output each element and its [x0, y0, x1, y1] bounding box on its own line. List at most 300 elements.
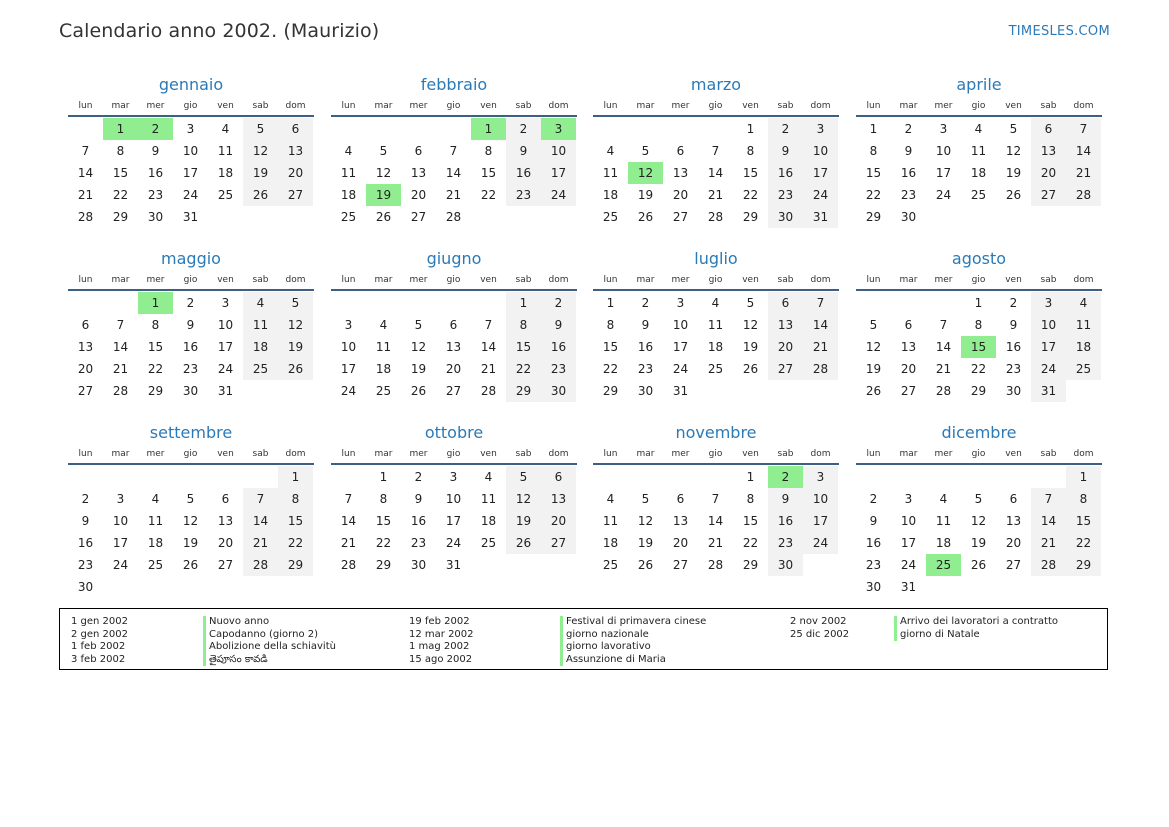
day-cell: 11	[935, 514, 952, 528]
weekday-label: mer	[146, 449, 165, 459]
day-cell: 22	[865, 188, 882, 202]
day-cell: 16	[637, 340, 654, 354]
day-cell: 25	[1066, 358, 1101, 380]
day-cell: 15	[602, 340, 619, 354]
day-cell: 18	[243, 336, 278, 358]
day-cell: 24	[803, 532, 838, 554]
holiday-day-cell: 25	[926, 554, 961, 576]
weekday-label: mar	[111, 275, 130, 285]
day-cell: 21	[112, 362, 129, 376]
day-cell: 30	[900, 210, 917, 224]
day-cell: 25	[970, 188, 987, 202]
day-cell: 20	[278, 162, 313, 184]
day-cell: 31	[1031, 380, 1066, 402]
empty-cell	[926, 466, 961, 488]
day-cell: 19	[1005, 166, 1022, 180]
weekday-label: mer	[671, 449, 690, 459]
weekday-label: ven	[742, 101, 759, 111]
day-cell: 13	[672, 514, 689, 528]
month-title: gennaio	[158, 75, 224, 94]
day-cell: 2	[1009, 296, 1018, 310]
day-cell: 31	[900, 580, 917, 594]
day-cell: 12	[1005, 144, 1022, 158]
day-cell: 26	[182, 558, 199, 572]
legend-dates-column-1	[71, 616, 128, 666]
legend-date: 3 feb 2002	[71, 653, 126, 665]
legend-names-column-1	[203, 616, 336, 666]
day-cell: 11	[375, 340, 392, 354]
day-cell: 27	[1031, 184, 1066, 206]
day-cell: 28	[340, 558, 357, 572]
day-cell: 29	[970, 384, 987, 398]
weekday-label: ven	[480, 275, 497, 285]
day-cell: 20	[1005, 536, 1022, 550]
day-grid	[68, 465, 314, 598]
weekday-label: mar	[636, 101, 655, 111]
day-cell: 20	[768, 336, 803, 358]
day-cell: 11	[602, 514, 619, 528]
day-cell: 24	[672, 362, 689, 376]
weekday-label: gio	[446, 275, 461, 285]
weekday-label: mar	[899, 101, 918, 111]
legend-names-column-3	[894, 616, 1058, 641]
day-cell: 10	[340, 340, 357, 354]
day-cell: 3	[904, 492, 913, 506]
day-cell: 9	[641, 318, 650, 332]
empty-cell	[103, 466, 138, 488]
day-cell: 17	[803, 162, 838, 184]
empty-cell	[856, 292, 891, 314]
day-cell: 21	[1066, 162, 1101, 184]
day-cell: 22	[147, 362, 164, 376]
day-cell: 15	[1066, 510, 1101, 532]
day-cell: 8	[869, 144, 878, 158]
day-cell: 31	[445, 558, 462, 572]
weekday-label: dom	[285, 449, 306, 459]
weekday-label: gio	[708, 101, 723, 111]
day-cell: 13	[217, 514, 234, 528]
day-cell: 29	[375, 558, 392, 572]
day-cell: 1	[746, 122, 755, 136]
day-grid	[331, 117, 577, 228]
day-cell: 14	[1031, 510, 1066, 532]
day-cell: 29	[602, 384, 619, 398]
day-cell: 9	[81, 514, 90, 528]
weekday-label: dom	[810, 449, 831, 459]
day-cell: 14	[707, 166, 724, 180]
day-cell: 2	[641, 296, 650, 310]
weekday-label: mer	[671, 275, 690, 285]
day-cell: 7	[803, 292, 838, 314]
day-cell: 29	[865, 210, 882, 224]
day-cell: 19	[742, 340, 759, 354]
weekday-label: lun	[78, 449, 93, 459]
day-cell: 6	[278, 118, 313, 140]
month-maggio	[68, 249, 314, 402]
day-cell: 22	[970, 362, 987, 376]
day-cell: 5	[974, 492, 983, 506]
day-cell: 20	[410, 188, 427, 202]
day-cell: 26	[375, 210, 392, 224]
weekday-label: sab	[1040, 449, 1057, 459]
day-cell: 30	[147, 210, 164, 224]
month-settembre	[68, 423, 314, 598]
holiday-day-cell: 12	[628, 162, 663, 184]
day-cell: 8	[278, 488, 313, 510]
day-cell: 13	[672, 166, 689, 180]
day-cell: 23	[77, 558, 94, 572]
day-cell: 5	[506, 466, 541, 488]
weekday-label: mar	[374, 101, 393, 111]
weekday-label: lun	[341, 275, 356, 285]
day-cell: 8	[151, 318, 160, 332]
weekday-label: ven	[217, 449, 234, 459]
day-cell: 15	[375, 514, 392, 528]
day-cell: 17	[935, 166, 952, 180]
day-cell: 27	[672, 558, 689, 572]
month-title: giugno	[426, 249, 482, 268]
weekday-label: mar	[899, 449, 918, 459]
weekday-label: mer	[146, 101, 165, 111]
weekday-label: dom	[1073, 101, 1094, 111]
day-cell: 17	[1031, 336, 1066, 358]
weekday-label: ven	[1005, 449, 1022, 459]
legend-holiday-name: Assunzione di Maria	[560, 654, 706, 667]
day-cell: 20	[445, 362, 462, 376]
day-cell: 26	[278, 358, 313, 380]
weekday-label: sab	[1040, 275, 1057, 285]
day-cell: 14	[803, 314, 838, 336]
day-cell: 5	[869, 318, 878, 332]
day-cell: 12	[182, 514, 199, 528]
day-cell: 22	[742, 188, 759, 202]
day-cell: 27	[217, 558, 234, 572]
day-cell: 26	[506, 532, 541, 554]
weekday-label: mer	[409, 275, 428, 285]
day-cell: 4	[243, 292, 278, 314]
day-cell: 24	[900, 558, 917, 572]
day-cell: 12	[637, 514, 654, 528]
month-giugno	[331, 249, 577, 402]
day-cell: 17	[803, 510, 838, 532]
day-cell: 16	[506, 162, 541, 184]
weekday-label: gio	[183, 275, 198, 285]
day-cell: 6	[541, 466, 576, 488]
day-cell: 11	[340, 166, 357, 180]
day-cell: 20	[672, 536, 689, 550]
day-cell: 23	[541, 358, 576, 380]
month-dicembre	[856, 423, 1102, 598]
day-cell: 7	[116, 318, 125, 332]
day-cell: 18	[147, 536, 164, 550]
empty-cell	[401, 118, 436, 140]
day-cell: 9	[506, 140, 541, 162]
weekday-label: gio	[708, 275, 723, 285]
day-cell: 21	[707, 536, 724, 550]
day-grid	[331, 465, 577, 576]
empty-cell	[436, 118, 471, 140]
day-cell: 26	[243, 184, 278, 206]
weekday-label: ven	[480, 449, 497, 459]
day-cell: 26	[410, 384, 427, 398]
day-cell: 19	[637, 188, 654, 202]
weekday-label: dom	[548, 449, 569, 459]
day-cell: 25	[243, 358, 278, 380]
day-cell: 1	[506, 292, 541, 314]
day-cell: 30	[768, 554, 803, 576]
day-cell: 17	[672, 340, 689, 354]
day-cell: 13	[768, 314, 803, 336]
empty-cell	[366, 118, 401, 140]
weekday-label: dom	[285, 275, 306, 285]
month-novembre	[593, 423, 839, 576]
empty-cell	[243, 466, 278, 488]
day-cell: 19	[243, 162, 278, 184]
empty-cell	[68, 466, 103, 488]
day-cell: 17	[900, 536, 917, 550]
day-cell: 14	[445, 166, 462, 180]
empty-cell	[628, 466, 663, 488]
day-cell: 28	[707, 210, 724, 224]
legend-date: 1 mag 2002	[409, 641, 470, 652]
day-cell: 29	[506, 380, 541, 402]
weekday-label: gio	[971, 101, 986, 111]
day-cell: 6	[449, 318, 458, 332]
day-cell: 10	[541, 140, 576, 162]
day-cell: 14	[112, 340, 129, 354]
legend-date: 1 gen 2002	[71, 616, 129, 627]
empty-cell	[401, 292, 436, 314]
day-cell: 26	[637, 558, 654, 572]
day-cell: 16	[182, 340, 199, 354]
day-cell: 26	[1005, 188, 1022, 202]
day-cell: 30	[865, 580, 882, 594]
month-title: febbraio	[420, 75, 488, 94]
weekday-label: mar	[374, 449, 393, 459]
weekday-label: ven	[742, 449, 759, 459]
day-cell: 31	[217, 384, 234, 398]
day-cell: 17	[182, 166, 199, 180]
legend-date: 15 ago 2002	[409, 653, 473, 665]
day-cell: 20	[672, 188, 689, 202]
day-cell: 23	[410, 536, 427, 550]
weekday-label: mer	[146, 275, 165, 285]
day-cell: 19	[278, 336, 313, 358]
day-cell: 15	[147, 340, 164, 354]
day-cell: 11	[147, 514, 164, 528]
day-cell: 18	[217, 166, 234, 180]
day-cell: 23	[900, 188, 917, 202]
day-cell: 28	[935, 384, 952, 398]
weekday-label: sab	[252, 449, 269, 459]
day-cell: 29	[742, 558, 759, 572]
day-cell: 28	[112, 384, 129, 398]
empty-cell	[663, 466, 698, 488]
empty-cell	[173, 466, 208, 488]
day-cell: 22	[742, 536, 759, 550]
day-cell: 13	[1005, 514, 1022, 528]
day-cell: 4	[606, 144, 615, 158]
day-cell: 3	[186, 122, 195, 136]
day-grid	[856, 291, 1102, 402]
day-cell: 10	[935, 144, 952, 158]
day-cell: 14	[707, 514, 724, 528]
day-cell: 11	[707, 318, 724, 332]
weekday-header	[856, 100, 1102, 113]
day-cell: 3	[676, 296, 685, 310]
day-cell: 2	[869, 492, 878, 506]
legend-holiday-name: Festival di primavera cinese	[560, 616, 706, 629]
day-cell: 5	[641, 492, 650, 506]
day-cell: 30	[410, 558, 427, 572]
day-cell: 5	[278, 292, 313, 314]
day-cell: 2	[414, 470, 423, 484]
day-cell: 27	[410, 210, 427, 224]
day-cell: 12	[970, 514, 987, 528]
day-cell: 1	[606, 296, 615, 310]
weekday-label: sab	[252, 101, 269, 111]
day-cell: 22	[375, 536, 392, 550]
weekday-label: mer	[934, 275, 953, 285]
day-cell: 3	[116, 492, 125, 506]
legend-date: 25 dic 2002	[790, 628, 850, 640]
day-grid	[856, 117, 1102, 228]
day-cell: 30	[637, 384, 654, 398]
day-cell: 14	[243, 510, 278, 532]
weekday-label: lun	[78, 101, 93, 111]
day-cell: 7	[344, 492, 353, 506]
month-luglio	[593, 249, 839, 402]
day-cell: 9	[768, 140, 803, 162]
empty-cell	[1031, 466, 1066, 488]
day-cell: 2	[81, 492, 90, 506]
day-cell: 26	[742, 362, 759, 376]
empty-cell	[103, 292, 138, 314]
empty-cell	[856, 466, 891, 488]
day-cell: 1	[974, 296, 983, 310]
day-cell: 4	[344, 144, 353, 158]
day-cell: 7	[939, 318, 948, 332]
legend-holiday-name: giorno nazionale	[560, 629, 706, 642]
day-cell: 6	[221, 492, 230, 506]
holiday-legend	[59, 608, 1108, 670]
day-grid	[593, 291, 839, 402]
day-cell: 9	[186, 318, 195, 332]
day-cell: 23	[865, 558, 882, 572]
day-cell: 18	[340, 188, 357, 202]
day-cell: 18	[1066, 336, 1101, 358]
day-cell: 24	[182, 188, 199, 202]
weekday-header	[68, 448, 314, 461]
holiday-day-cell: 19	[366, 184, 401, 206]
weekday-label: lun	[78, 275, 93, 285]
day-cell: 13	[445, 340, 462, 354]
day-cell: 29	[112, 210, 129, 224]
day-cell: 21	[77, 188, 94, 202]
day-cell: 18	[602, 536, 619, 550]
day-cell: 22	[480, 188, 497, 202]
day-cell: 11	[602, 166, 619, 180]
day-cell: 28	[243, 554, 278, 576]
day-cell: 2	[768, 118, 803, 140]
weekday-header	[68, 100, 314, 113]
weekday-label: dom	[285, 101, 306, 111]
brand-link[interactable]: TIMESLES.COM	[1008, 24, 1110, 39]
weekday-label: ven	[1005, 275, 1022, 285]
day-cell: 13	[77, 340, 94, 354]
day-cell: 25	[375, 384, 392, 398]
day-cell: 29	[278, 554, 313, 576]
weekday-label: ven	[742, 275, 759, 285]
day-cell: 16	[900, 166, 917, 180]
weekday-header	[593, 448, 839, 461]
day-cell: 17	[541, 162, 576, 184]
day-cell: 15	[112, 166, 129, 180]
day-cell: 6	[1031, 118, 1066, 140]
month-marzo	[593, 75, 839, 228]
day-cell: 3	[939, 122, 948, 136]
empty-cell	[891, 292, 926, 314]
month-title: maggio	[161, 249, 221, 268]
day-cell: 30	[1005, 384, 1022, 398]
day-cell: 1	[746, 470, 755, 484]
day-cell: 25	[707, 362, 724, 376]
legend-date: 19 feb 2002	[409, 616, 470, 627]
day-cell: 22	[506, 358, 541, 380]
weekday-label: mer	[409, 449, 428, 459]
month-title: luglio	[694, 249, 738, 268]
weekday-label: ven	[480, 101, 497, 111]
day-cell: 2	[506, 118, 541, 140]
weekday-header	[593, 274, 839, 287]
day-cell: 8	[746, 492, 755, 506]
day-grid	[593, 465, 839, 576]
weekday-label: lun	[603, 449, 618, 459]
day-cell: 13	[278, 140, 313, 162]
month-title: novembre	[675, 423, 757, 442]
day-cell: 7	[711, 144, 720, 158]
day-cell: 14	[935, 340, 952, 354]
day-cell: 16	[541, 336, 576, 358]
weekday-label: sab	[515, 101, 532, 111]
day-cell: 14	[340, 514, 357, 528]
day-cell: 28	[77, 210, 94, 224]
day-cell: 27	[77, 384, 94, 398]
day-cell: 11	[1066, 314, 1101, 336]
day-cell: 11	[480, 492, 497, 506]
holiday-day-cell: 15	[961, 336, 996, 358]
legend-holiday-name: Nuovo anno	[203, 616, 336, 629]
day-cell: 18	[602, 188, 619, 202]
day-cell: 25	[340, 210, 357, 224]
day-cell: 9	[1009, 318, 1018, 332]
day-cell: 25	[480, 536, 497, 550]
weekday-label: dom	[548, 101, 569, 111]
day-cell: 19	[970, 536, 987, 550]
weekday-label: mar	[111, 449, 130, 459]
day-cell: 8	[506, 314, 541, 336]
empty-cell	[698, 118, 733, 140]
day-cell: 21	[480, 362, 497, 376]
day-cell: 26	[970, 558, 987, 572]
day-cell: 26	[865, 384, 882, 398]
weekday-label: lun	[341, 449, 356, 459]
month-agosto	[856, 249, 1102, 402]
day-cell: 1	[278, 466, 313, 488]
empty-cell	[698, 466, 733, 488]
weekday-label: lun	[603, 101, 618, 111]
weekday-label: dom	[1073, 275, 1094, 285]
